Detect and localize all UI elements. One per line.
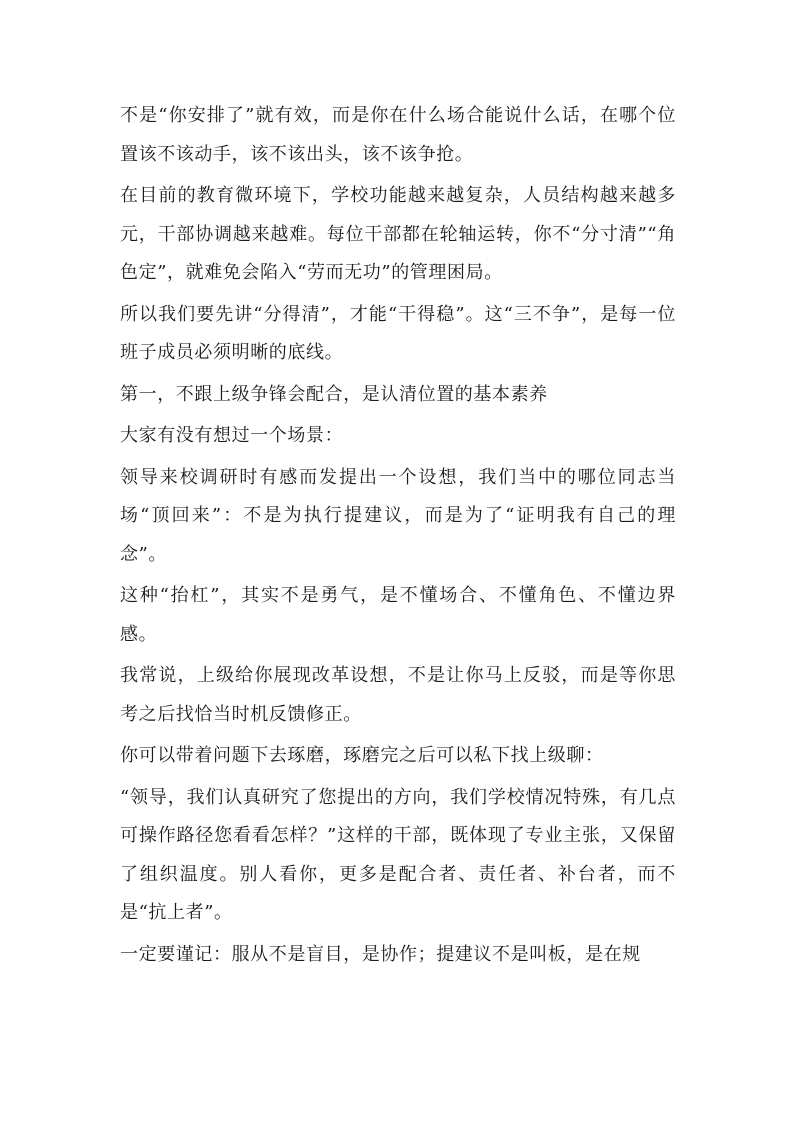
paragraph: 一定要谨记：服从不是盲目，是协作；提建议不是叫板，是在规: [120, 943, 641, 965]
paragraph: 所以我们要先讲“分得清”，才能“干得稳”。这“三不争”，是每一位班子成员必须明晰的底线。: [120, 303, 676, 363]
paragraph: 在目前的教育微环境下，学校功能越来越复杂，人员结构越来越多元，干部协调越来越难。每位干部都在轮轴运转，你不“分寸清”“角色定”，就难免会陷入“劳而无功”的管理困局。: [120, 185, 676, 283]
paragraph: 我常说，上级给你展现改革设想，不是让你马上反驳，而是等你思考之后找恰当时机反馈修正。: [120, 665, 676, 725]
paragraph: 这种“抬杠”，其实不是勇气，是不懂场合、不懂角色、不懂边界感。: [120, 585, 676, 645]
section-heading: 第一，不跟上级争锋会配合，是认清位置的基本素养: [120, 383, 548, 405]
paragraph: 你可以带着问题下去琢磨，琢磨完之后可以私下找上级聊：: [120, 745, 604, 766]
document-body: [120, 97, 676, 977]
paragraph: 不是“你安排了”就有效，而是你在什么场合能说什么话，在哪个位置该不该动手，该不该出头，该不该争抢。: [120, 105, 676, 165]
paragraph: “领导，我们认真研究了您提出的方向，我们学校情况特殊，有几点可操作路径您看看怎样？”这样的干部，既体现了专业主张，又保留了组织温度。别人看你，更多是配合者、责任者、补台者，而不是“抗上者”。: [120, 786, 676, 923]
paragraph: 大家有没有想过一个场景：: [120, 425, 344, 446]
paragraph: 领导来校调研时有感而发提出一个设想，我们当中的哪位同志当场“顶回来”：不是为执行提建议，而是为了“证明我有自己的理念”。: [120, 466, 676, 565]
